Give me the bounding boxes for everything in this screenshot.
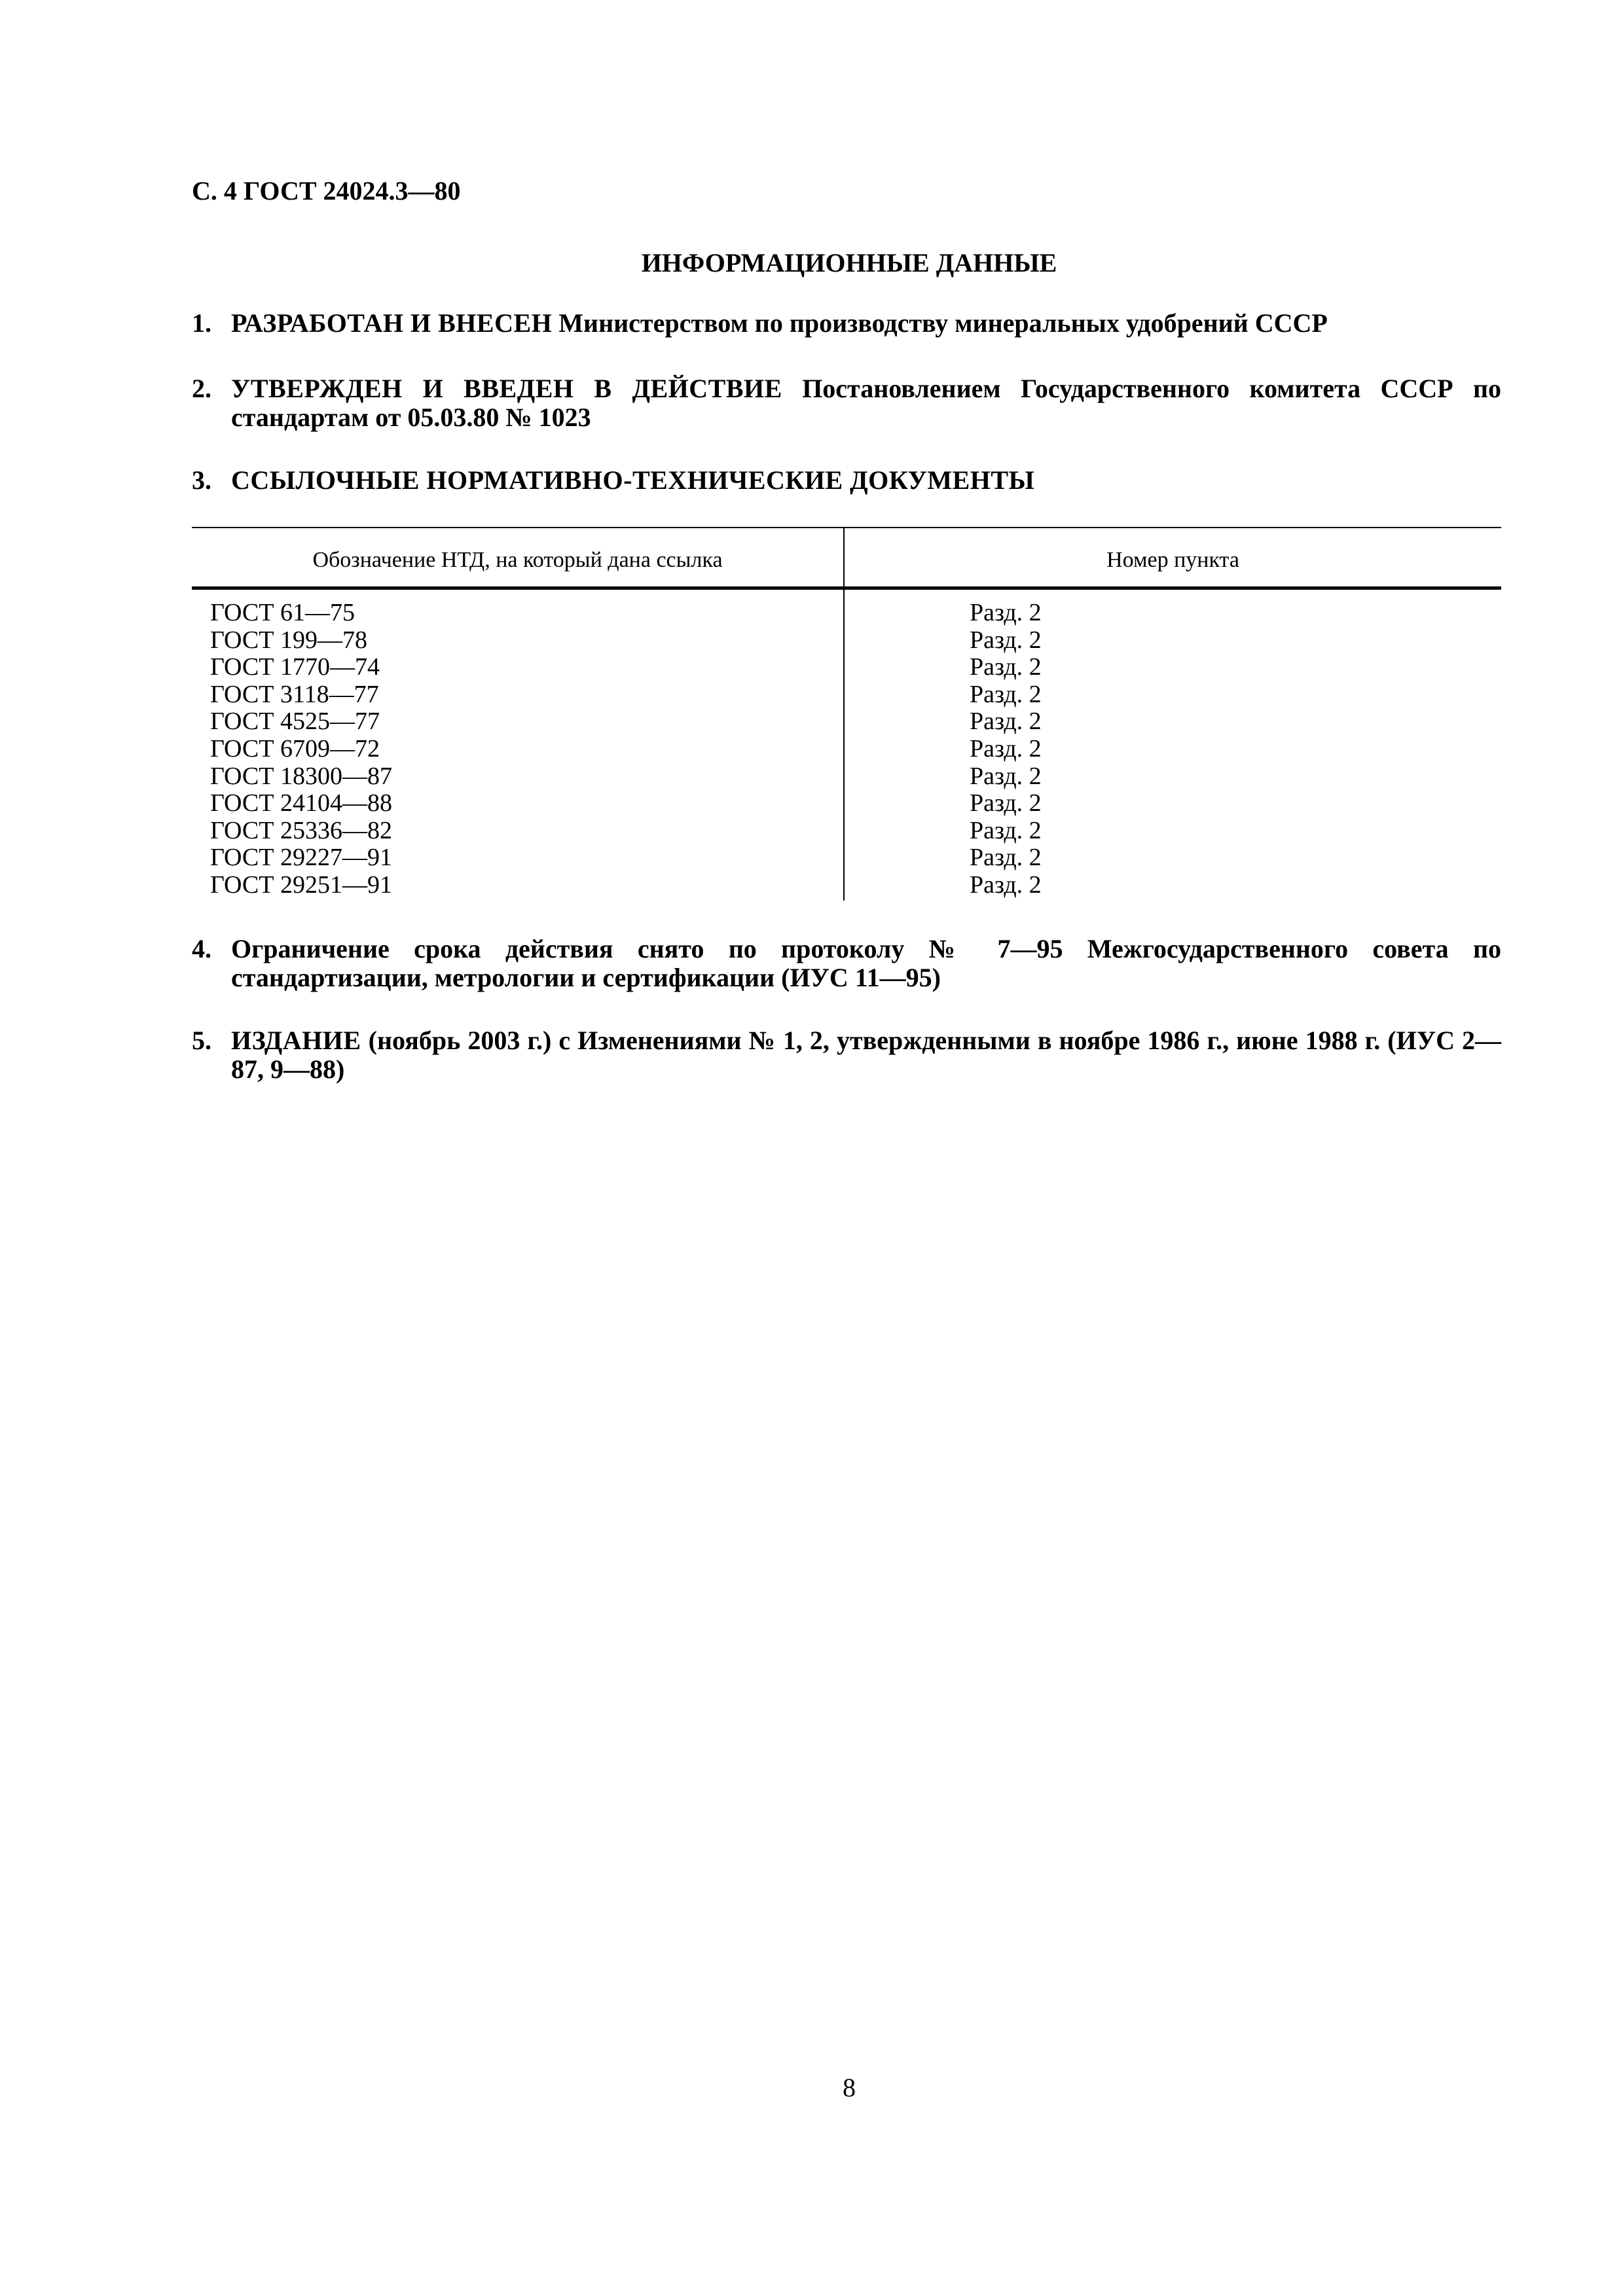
table-cell-section: Разд. 2 xyxy=(970,653,1042,681)
table-col-section xyxy=(970,600,1042,899)
table-top-rule xyxy=(192,527,1501,528)
table-cell-doc: ГОСТ 29227—91 xyxy=(210,844,392,872)
info-item-3 xyxy=(192,466,1501,495)
table-cell-section: Разд. 2 xyxy=(970,844,1042,872)
page-header: С. 4 ГОСТ 24024.3—80 xyxy=(192,176,461,206)
table-cell-section: Разд. 2 xyxy=(970,816,1042,844)
item-text: (ноябрь 2003 г.) с Изменениями № 1, 2, утвержденными в ноябре 1986 г., июне 1988 г. (ИУС 2—87, 9—88) xyxy=(231,1026,1501,1084)
table-cell-section: Разд. 2 xyxy=(970,680,1042,708)
item-lead: УТВЕРЖДЕН И ВВЕДЕН В ДЕЙСТВИЕ xyxy=(231,374,782,403)
table-col-designation xyxy=(210,600,392,899)
table-cell-doc: ГОСТ 199—78 xyxy=(210,626,367,654)
section-title: ИНФОРМАЦИОННЫЕ ДАННЫЕ xyxy=(641,248,1057,278)
table-cell-doc: ГОСТ 6709—72 xyxy=(210,734,380,762)
table-cell-section: Разд. 2 xyxy=(970,762,1042,790)
table-cell-doc: ГОСТ 4525—77 xyxy=(210,708,380,736)
info-item-1 xyxy=(192,309,1501,338)
table-header-rule xyxy=(192,586,1501,590)
table-cell-doc: ГОСТ 29251—91 xyxy=(210,870,392,899)
item-number: 1. xyxy=(192,308,211,338)
table-cell-doc: ГОСТ 3118—77 xyxy=(210,680,379,708)
table-cell-doc: ГОСТ 1770—74 xyxy=(210,653,380,681)
item-number: 5. xyxy=(192,1026,211,1055)
table-header-section: Номер пункта xyxy=(1106,548,1239,572)
table-cell-section: Разд. 2 xyxy=(970,708,1042,736)
table-header-designation: Обозначение НТД, на который дана ссылка xyxy=(312,548,723,572)
table-cell-section: Разд. 2 xyxy=(970,789,1042,817)
table-cell-doc: ГОСТ 18300—87 xyxy=(210,762,392,790)
table-cell-section: Разд. 2 xyxy=(970,870,1042,899)
item-text: Ограничение срока действия снято по протоколу № 7—95 Межгосударственного совета по стандартизации, метрологии и сертификации (ИУС 11—95) xyxy=(231,934,1501,992)
page-number: 8 xyxy=(843,2073,856,2102)
item-text: Министерством по производству минеральных удобрений СССР xyxy=(552,308,1328,338)
table-cell-section: Разд. 2 xyxy=(970,626,1042,654)
info-item-2 xyxy=(192,374,1501,432)
item-number: 2. xyxy=(192,374,211,403)
table-column-divider xyxy=(843,527,845,901)
item-text: Постановлением Государственного комитета СССР по стандартам от 05.03.80 № 1023 xyxy=(231,374,1502,432)
table-cell-doc: ГОСТ 24104—88 xyxy=(210,789,392,817)
item-number: 4. xyxy=(192,934,211,963)
item-lead: ИЗДАНИЕ xyxy=(231,1026,361,1055)
item-lead: РАЗРАБОТАН И ВНЕСЕН xyxy=(231,308,553,338)
table-cell-section: Разд. 2 xyxy=(970,734,1042,762)
info-item-4 xyxy=(192,935,1501,992)
table-cell-doc: ГОСТ 61—75 xyxy=(210,599,355,626)
item-number: 3. xyxy=(192,465,211,495)
info-item-5 xyxy=(192,1026,1501,1084)
table-cell-section: Разд. 2 xyxy=(970,599,1042,626)
item-lead: ССЫЛОЧНЫЕ НОРМАТИВНО-ТЕХНИЧЕСКИЕ ДОКУМЕНТЫ xyxy=(231,465,1035,495)
table-cell-doc: ГОСТ 25336—82 xyxy=(210,816,392,844)
